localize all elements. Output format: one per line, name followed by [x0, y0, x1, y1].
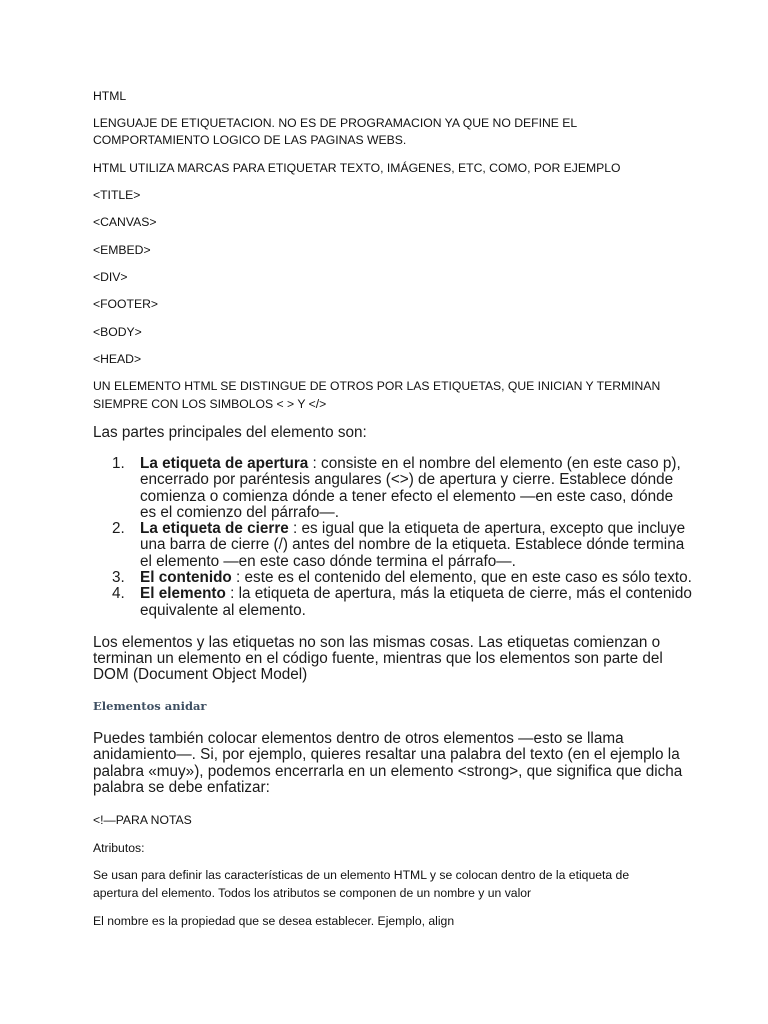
nesting-line: anidamiento—. Si, por ejemplo, quieres resaltar una palabra del texto (en el ejemplo la — [93, 746, 680, 763]
tag-item: <EMBED> — [93, 243, 151, 257]
intro-line: COMPORTAMIENTO LOGICO DE LAS PAGINAS WEBS. — [93, 133, 407, 147]
tag-item: <CANVAS> — [93, 215, 157, 229]
part-term: El contenido — [140, 569, 232, 587]
attributes-heading: Atributos: — [93, 841, 145, 855]
list-number: 3. — [112, 569, 125, 587]
marks-intro: HTML UTILIZA MARCAS PARA ETIQUETAR TEXTO, IMÁGENES, ETC, COMO, POR EJEMPLO — [93, 161, 621, 175]
part-text: encerrado por paréntesis angulares (<>) de apertura y cierre. Establece dónde — [140, 471, 674, 489]
tag-item: <DIV> — [93, 270, 128, 284]
part-text: el elemento —en este caso dónde termina el párrafo—. — [140, 552, 516, 570]
parts-list — [112, 456, 692, 619]
list-item — [112, 456, 692, 521]
part-term: El elemento — [140, 585, 226, 603]
list-number: 1. — [112, 455, 125, 472]
list-item — [112, 586, 692, 619]
tag-item: <TITLE> — [93, 188, 141, 202]
element-line: SIEMPRE CON LOS SIMBOLOS < > Y </> — [93, 397, 327, 411]
list-number: 2. — [112, 520, 125, 538]
nesting-line: palabra «muy»), podemos encerrarla en un elemento <strong>, que significa que dicha — [93, 763, 683, 780]
list-item — [112, 570, 692, 586]
part-term: La etiqueta de apertura — [140, 455, 309, 472]
dom-line: Los elementos y las etiquetas no son las mismas cosas. Las etiquetas comienzan o — [93, 634, 661, 651]
section-heading: Elementos anidar — [93, 699, 207, 713]
parts-heading: Las partes principales del elemento son: — [93, 424, 367, 441]
list-item — [112, 521, 692, 570]
notes-line: <!—PARA NOTAS — [93, 813, 192, 827]
part-text: equivalente al elemento. — [140, 601, 306, 619]
tag-item: <BODY> — [93, 325, 142, 339]
part-text: es el comienzo del párrafo—. — [140, 503, 339, 521]
intro-line: LENGUAJE DE ETIQUETACION. NO ES DE PROGRAMACION YA QUE NO DEFINE EL — [93, 116, 578, 130]
part-text: : la etiqueta de apertura, más la etiqueta de cierre, más el contenido — [225, 585, 692, 603]
attributes-line: apertura del elemento. Todos los atributos se componen de un nombre y un valor — [93, 886, 532, 900]
part-text: : consiste en el nombre del elemento (en este caso p), — [308, 455, 681, 472]
part-text: una barra de cierre (/) antes del nombre de la etiqueta. Establece dónde termina — [140, 536, 685, 554]
name-line: El nombre es la propiedad que se desea establecer. Ejemplo, align — [93, 914, 455, 928]
dom-line: DOM (Document Object Model) — [93, 666, 308, 683]
nesting-line: palabra se debe enfatizar: — [93, 779, 270, 796]
attributes-line: Se usan para definir las características de un elemento HTML y se colocan dentro de la etiqueta de — [93, 868, 630, 882]
document-title: HTML — [93, 89, 127, 103]
tag-item: <FOOTER> — [93, 297, 159, 311]
tag-item: <HEAD> — [93, 352, 142, 366]
dom-line: terminan un elemento en el código fuente, mientras que los elementos son parte del — [93, 650, 663, 667]
nesting-line: Puedes también colocar elementos dentro de otros elementos —esto se llama — [93, 730, 624, 747]
list-number: 4. — [112, 585, 125, 603]
part-text: : este es el contenido del elemento, que en este caso es sólo texto. — [231, 569, 692, 587]
part-text: comienza o comienza dónde a tener efecto el elemento —en este caso, dónde — [140, 487, 674, 505]
part-term: La etiqueta de cierre — [140, 520, 289, 538]
part-text: : es igual que la etiqueta de apertura, excepto que incluye — [288, 520, 686, 538]
element-line: UN ELEMENTO HTML SE DISTINGUE DE OTROS POR LAS ETIQUETAS, QUE INICIAN Y TERMINAN — [93, 379, 661, 393]
